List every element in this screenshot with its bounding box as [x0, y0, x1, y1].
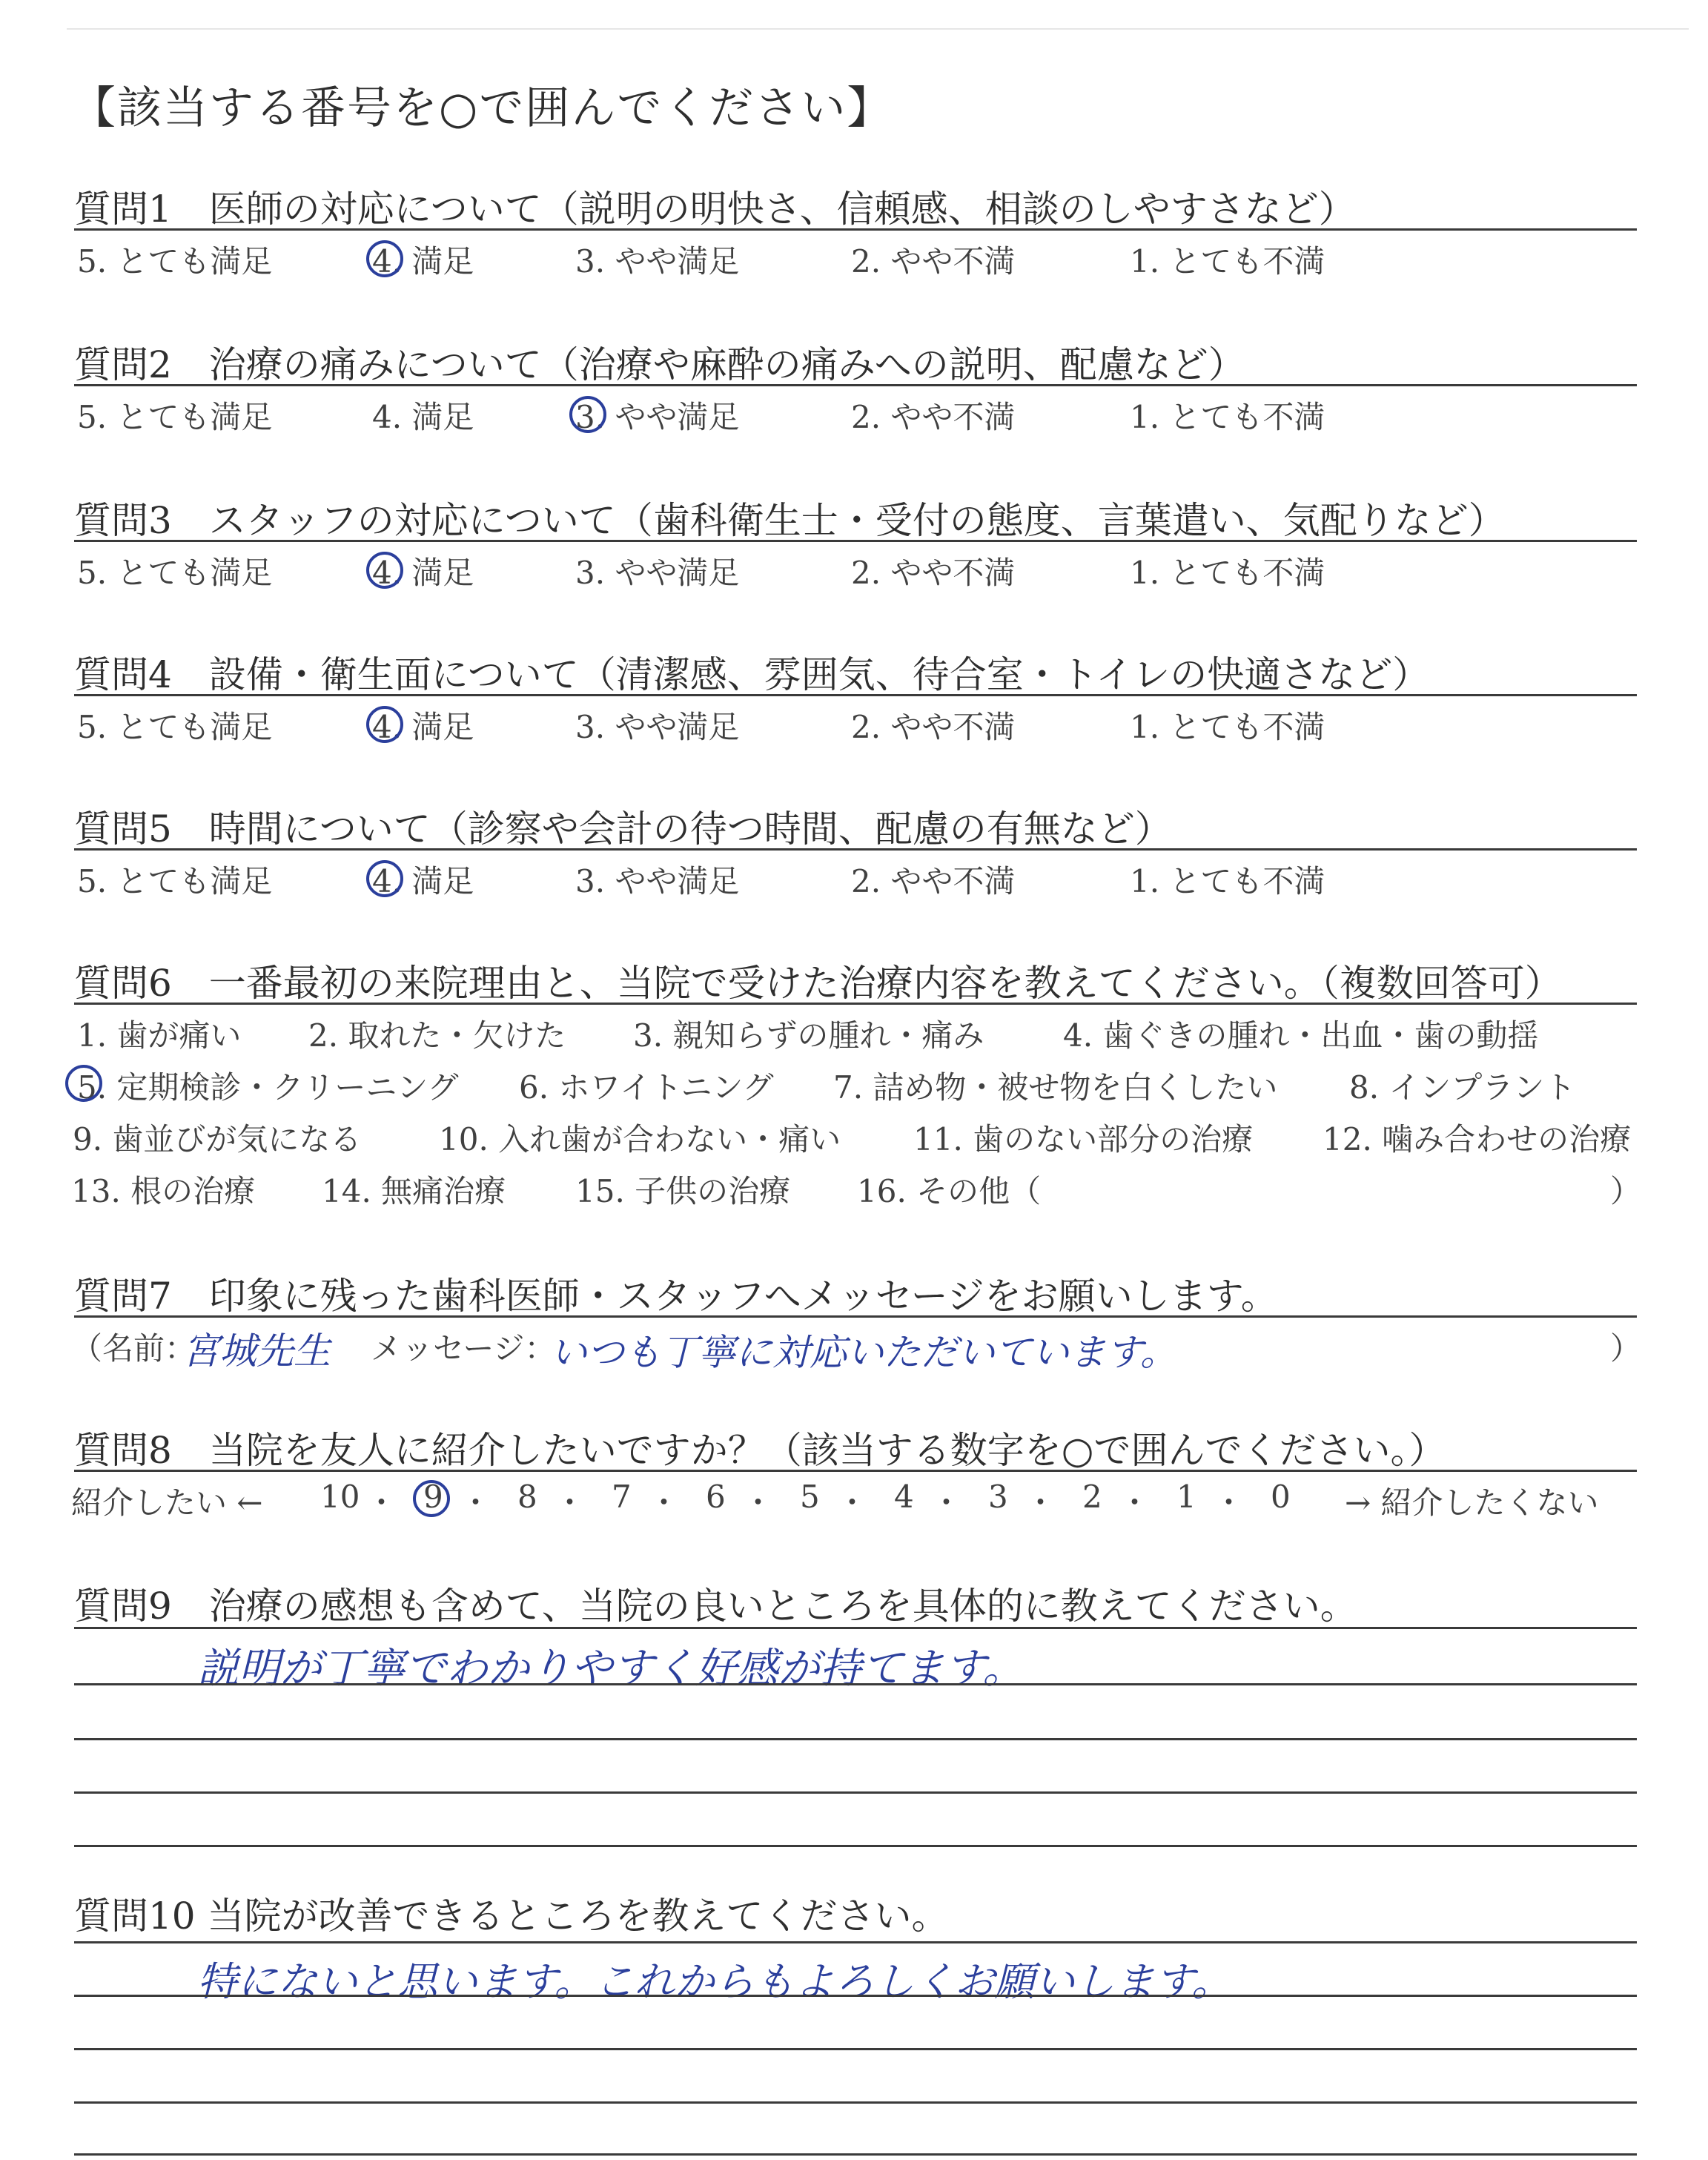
q8-number-4[interactable]: 4 — [894, 1479, 914, 1515]
q2-selected-circle — [569, 396, 606, 433]
q8-separator-dot: ・ — [930, 1484, 962, 1521]
q9-line-3 — [74, 1738, 1637, 1740]
q8-number-10[interactable]: 10 — [320, 1479, 360, 1515]
q3-option-5[interactable]: 5. とても満足 — [77, 555, 273, 591]
q4-option-4[interactable]: 4. 満足 — [372, 709, 474, 745]
q6-item-11[interactable]: 11. 歯のない部分の治療 — [913, 1121, 1254, 1157]
q2-option-4[interactable]: 4. 満足 — [372, 399, 474, 435]
q6-item-1[interactable]: 1. 歯が痛い — [77, 1017, 242, 1054]
q8-separator-dot: ・ — [836, 1484, 868, 1521]
q1-option-4[interactable]: 4. 満足 — [372, 243, 474, 280]
q8-separator-dot: ・ — [742, 1484, 774, 1521]
q8-separator-dot: ・ — [1119, 1484, 1151, 1521]
q4-option-5[interactable]: 5. とても満足 — [77, 709, 273, 745]
q3-option-3[interactable]: 3. やや満足 — [575, 555, 740, 591]
q3-rule — [74, 540, 1637, 542]
q8-selected-circle — [413, 1480, 450, 1517]
q1-rule — [74, 228, 1637, 231]
q2-rule — [74, 384, 1637, 386]
q6-item-7[interactable]: 7. 詰め物・被せ物を白くしたい — [833, 1069, 1278, 1106]
q6-item-16[interactable]: 16. その他（ — [857, 1173, 1042, 1209]
q7-rule — [74, 1315, 1637, 1318]
q1-option-3[interactable]: 3. やや満足 — [575, 243, 740, 280]
q5-rule — [74, 848, 1637, 851]
q6-item-12[interactable]: 12. 噛み合わせの治療 — [1323, 1121, 1632, 1157]
q9-line-5 — [74, 1845, 1637, 1847]
q8-number-1[interactable]: 1 — [1176, 1479, 1196, 1515]
q10-line-5 — [74, 2153, 1637, 2156]
q6-other-close-paren: ） — [1610, 1173, 1642, 1209]
q8-separator-dot: ・ — [1213, 1484, 1245, 1521]
q8-number-6[interactable]: 6 — [706, 1479, 726, 1515]
q6-item-15[interactable]: 15. 子供の治療 — [575, 1173, 791, 1209]
q1-option-2[interactable]: 2. やや不満 — [851, 243, 1016, 280]
q3-option-2[interactable]: 2. やや不満 — [851, 555, 1016, 591]
q9-line-4 — [74, 1791, 1637, 1794]
q5-selected-circle — [366, 860, 403, 897]
q4-rule — [74, 694, 1637, 696]
q1-option-5[interactable]: 5. とても満足 — [77, 243, 273, 280]
q10-answer-handwritten: 特にないと思います。これからもよろしくお願いします。 — [197, 1958, 1232, 2005]
q6-item-5[interactable]: 5. 定期検診・クリーニング — [77, 1069, 459, 1106]
q6-item-14[interactable]: 14. 無痛治療 — [322, 1173, 506, 1209]
q9-title: 質問9 治療の感想も含めて、当院の良いところを具体的に教えてください。 — [74, 1585, 1357, 1628]
q6-title: 質問6 一番最初の来院理由と、当院で受けた治療内容を教えてください。（複数回答可） — [74, 962, 1562, 1005]
q4-title: 質問4 設備・衛生面について（清潔感、雰囲気、待合室・トイレの快適さなど） — [74, 653, 1430, 696]
q8-number-9[interactable]: 9 — [423, 1479, 443, 1515]
q7-name-handwritten: 宮城先生 — [182, 1330, 331, 1373]
q8-number-7[interactable]: 7 — [612, 1479, 632, 1515]
q8-title: 質問8 当院を友人に紹介したいですか？（該当する数字を○で囲んでください。） — [74, 1429, 1446, 1472]
q9-line-1 — [74, 1627, 1637, 1629]
q2-option-1[interactable]: 1. とても不満 — [1130, 399, 1325, 435]
top-border — [67, 28, 1689, 30]
q8-separator-dot: ・ — [648, 1484, 680, 1521]
q8-left-label: 紹介したい ← — [71, 1484, 263, 1521]
q5-title: 質問5 時間について（診察や会計の待つ時間、配慮の有無など） — [74, 807, 1172, 851]
q8-number-3[interactable]: 3 — [988, 1479, 1008, 1515]
q7-title: 質問7 印象に残った歯科医師・スタッフへメッセージをお願いします。 — [74, 1275, 1278, 1318]
q10-line-1 — [74, 1941, 1637, 1943]
q2-option-2[interactable]: 2. やや不満 — [851, 399, 1016, 435]
q7-message-label: メッセージ： — [371, 1330, 556, 1367]
q9-line-2 — [74, 1683, 1637, 1685]
q10-line-2 — [74, 1995, 1637, 1997]
q5-option-5[interactable]: 5. とても満足 — [77, 863, 273, 899]
q10-title: 質問10 当院が改善できるところを教えてください。 — [74, 1895, 949, 1938]
q10-line-3 — [74, 2048, 1637, 2050]
q7-message-handwritten: いつも丁寧に対応いただいています。 — [550, 1331, 1177, 1374]
q8-separator-dot: ・ — [1025, 1484, 1056, 1521]
q6-item-6[interactable]: 6. ホワイトニング — [519, 1069, 774, 1106]
q6-rule — [74, 1003, 1637, 1005]
q2-title: 質問2 治療の痛みについて（治療や麻酔の痛みへの説明、配慮など） — [74, 343, 1245, 386]
q4-option-2[interactable]: 2. やや不満 — [851, 709, 1016, 745]
q2-option-5[interactable]: 5. とても満足 — [77, 399, 273, 435]
q8-separator-dot: ・ — [460, 1484, 491, 1521]
q8-number-0[interactable]: 0 — [1271, 1479, 1291, 1515]
q3-title: 質問3 スタッフの対応について（歯科衛生士・受付の態度、言葉遣い、気配りなど） — [74, 499, 1506, 542]
q8-number-2[interactable]: 2 — [1082, 1479, 1102, 1515]
q6-item-9[interactable]: 9. 歯並びが気になる — [73, 1121, 362, 1157]
q1-title: 質問1 医師の対応について（説明の明快さ、信頼感、相談のしやすさなど） — [74, 188, 1356, 231]
q8-number-8[interactable]: 8 — [517, 1479, 537, 1515]
q9-answer-handwritten: 説明が丁寧でわかりやすく好感が持てます。 — [197, 1645, 1025, 1693]
q5-option-2[interactable]: 2. やや不満 — [851, 863, 1016, 899]
q8-right-label: → 紹介したくない — [1345, 1484, 1599, 1521]
q3-option-1[interactable]: 1. とても不満 — [1130, 555, 1325, 591]
q6-item-10[interactable]: 10. 入れ歯が合わない・痛い — [439, 1121, 841, 1157]
q7-close-paren: ） — [1610, 1330, 1642, 1367]
q2-option-3[interactable]: 3. やや満足 — [575, 399, 740, 435]
q1-selected-circle — [366, 240, 403, 277]
q5-option-3[interactable]: 3. やや満足 — [575, 863, 740, 899]
q8-number-5[interactable]: 5 — [800, 1479, 820, 1515]
q4-option-1[interactable]: 1. とても不満 — [1130, 709, 1325, 745]
q6-item-4[interactable]: 4. 歯ぐきの腫れ・出血・歯の動揺 — [1063, 1017, 1539, 1054]
q8-separator-dot: ・ — [554, 1484, 586, 1521]
q6-item-8[interactable]: 8. インプラント — [1349, 1069, 1576, 1106]
instruction-header: 【該当する番号を○で囲んでください】 — [71, 82, 893, 134]
q7-name-label: （名前： — [71, 1330, 196, 1367]
q5-option-1[interactable]: 1. とても不満 — [1130, 863, 1325, 899]
q4-selected-circle — [366, 706, 403, 743]
q6-selected-circle — [65, 1065, 102, 1102]
q3-option-4[interactable]: 4. 満足 — [372, 555, 474, 591]
q3-selected-circle — [366, 552, 403, 589]
q4-option-3[interactable]: 3. やや満足 — [575, 709, 740, 745]
q8-separator-dot: ・ — [365, 1484, 397, 1521]
q6-item-2[interactable]: 2. 取れた・欠けた — [308, 1017, 566, 1054]
q8-rule — [74, 1470, 1637, 1472]
q1-option-1[interactable]: 1. とても不満 — [1130, 243, 1325, 280]
q6-item-3[interactable]: 3. 親知らずの腫れ・痛み — [633, 1017, 984, 1054]
q6-item-13[interactable]: 13. 根の治療 — [71, 1173, 256, 1209]
q10-line-4 — [74, 2101, 1637, 2104]
q5-option-4[interactable]: 4. 満足 — [372, 863, 474, 899]
